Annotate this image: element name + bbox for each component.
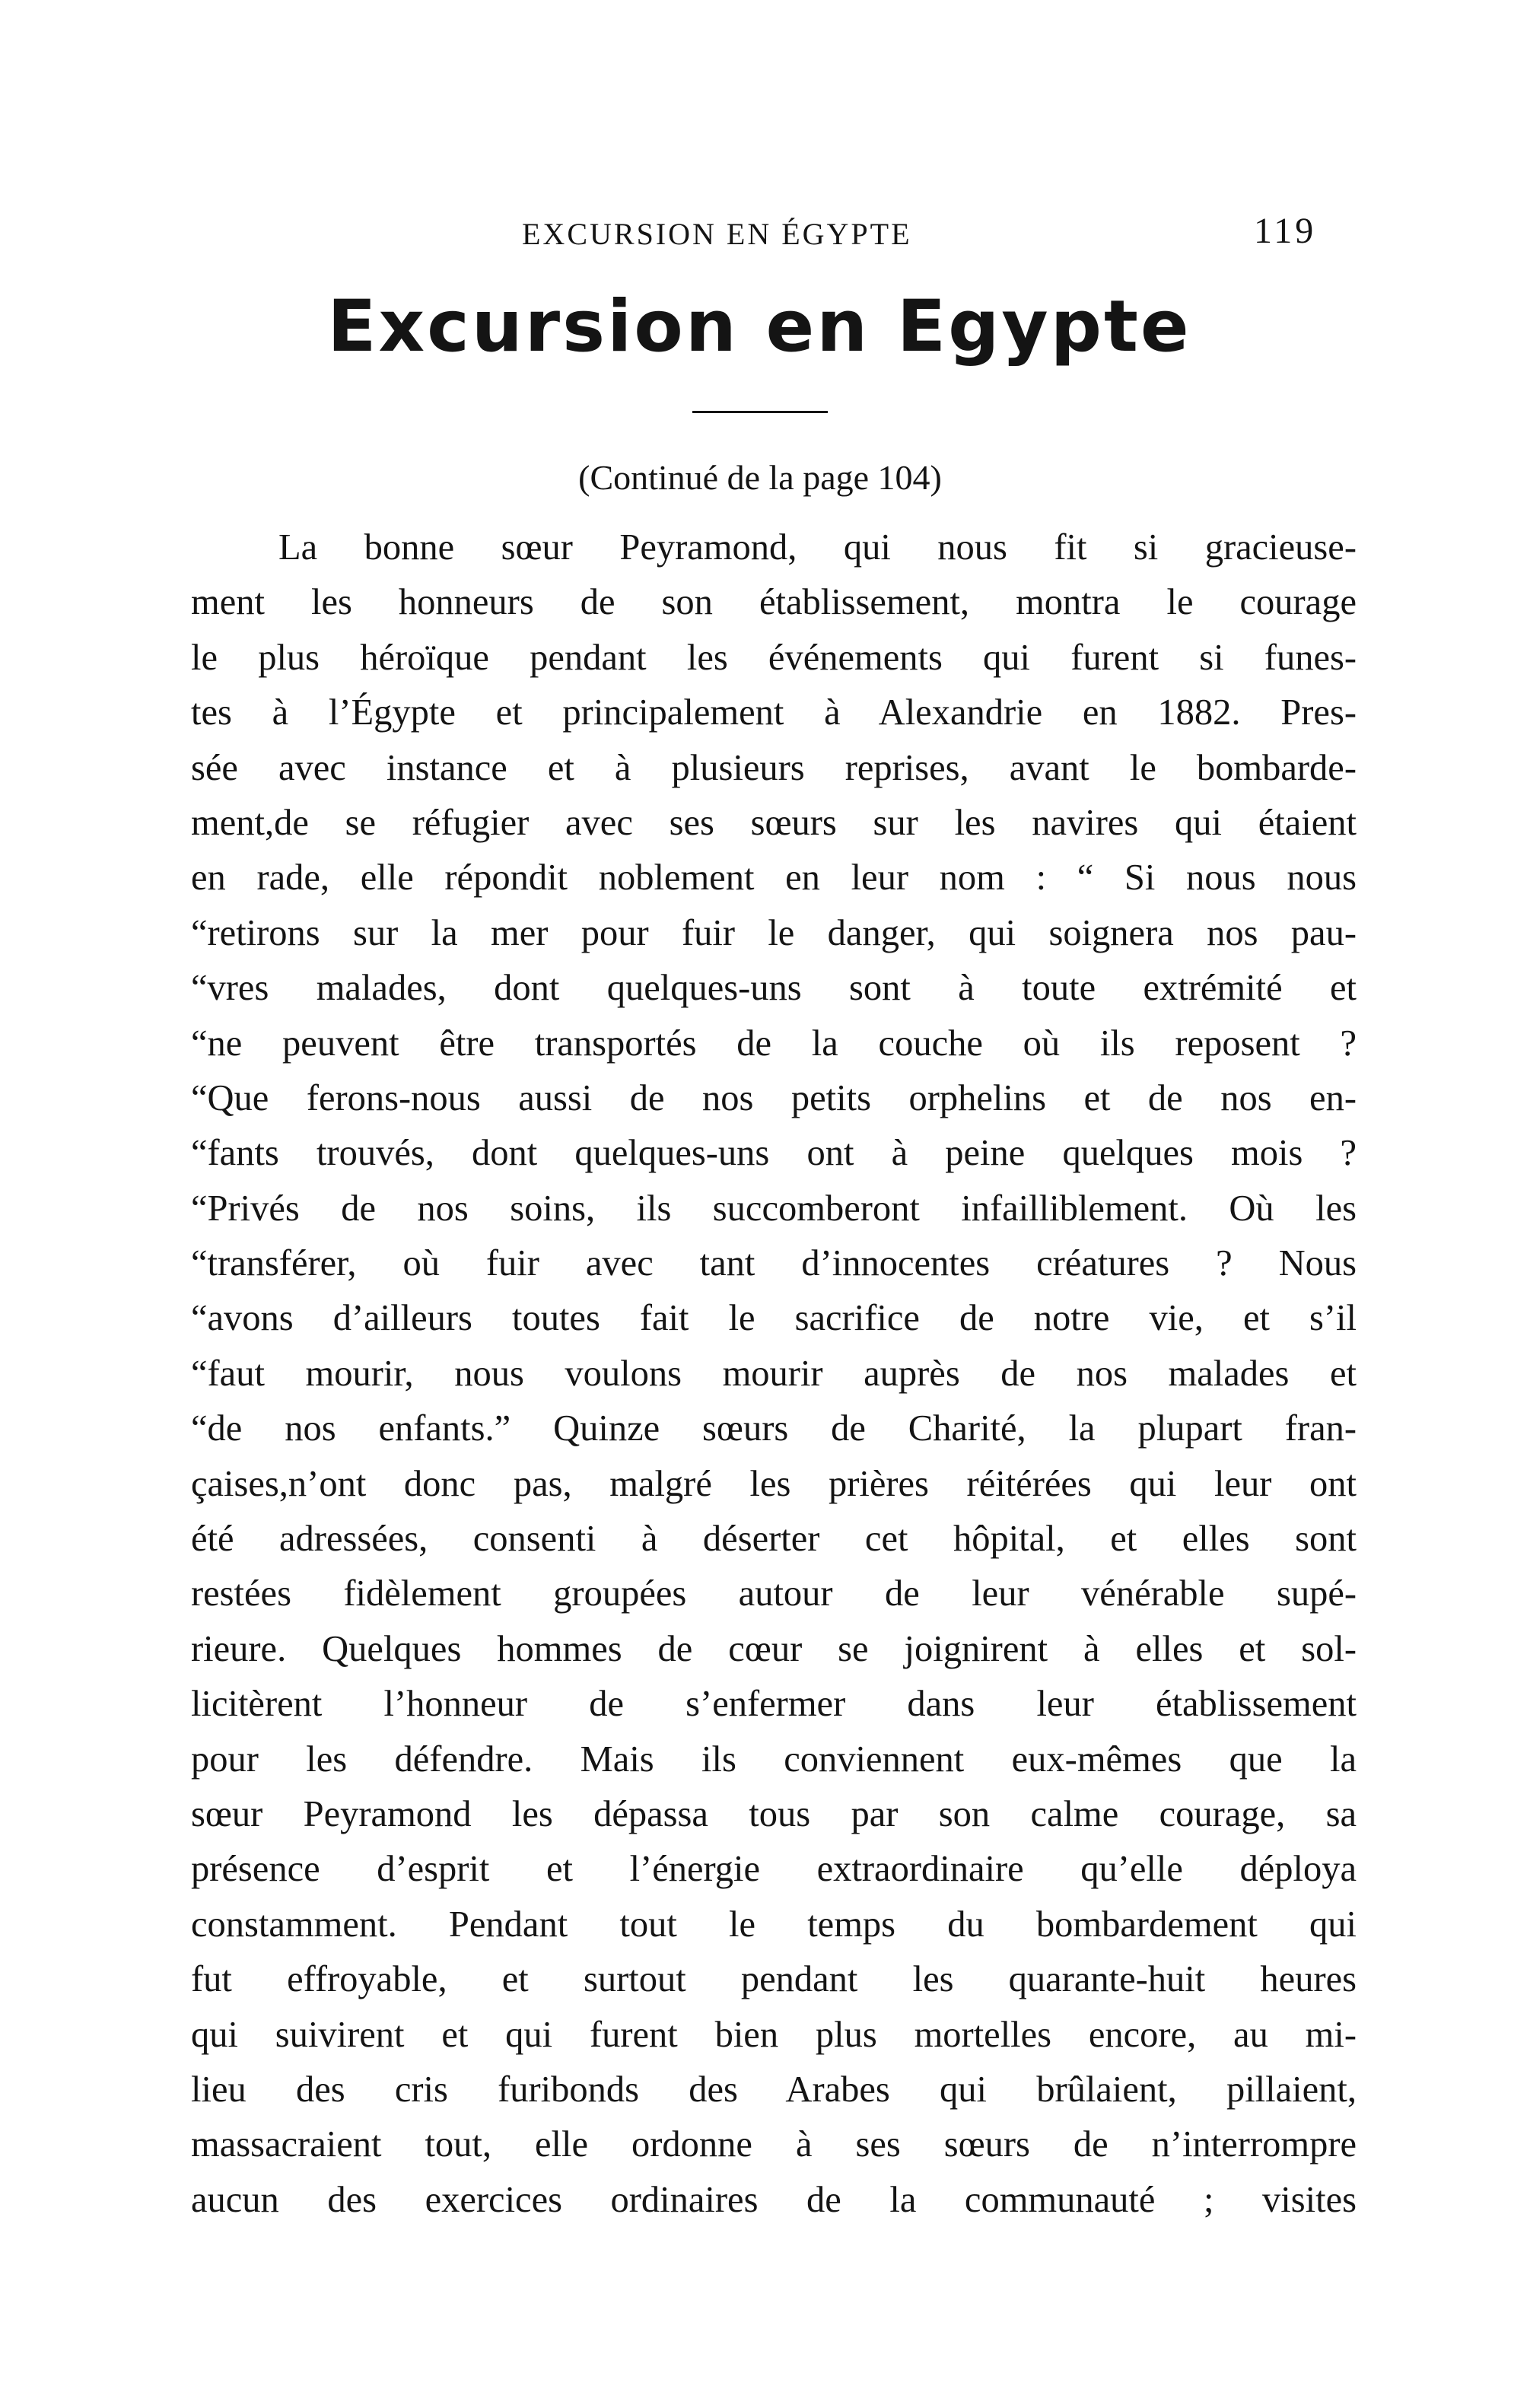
text-line: “vres malades, dont quelques-uns sont à toute extrémité et <box>191 968 1357 1009</box>
text-line: “ne peuvent être transportés de la couche où ils reposent ? <box>191 1023 1357 1064</box>
text-line: tes à l’Égypte et principalement à Alexandrie en 1882. Pres- <box>191 692 1357 733</box>
text-line: “avons d’ailleurs toutes fait le sacrifice de notre vie, et s’il <box>191 1298 1357 1339</box>
text-line: “Privés de nos soins, ils succomberont infailliblement. Où les <box>191 1188 1357 1229</box>
text-line: massacraient tout, elle ordonne à ses sœurs de n’interrompre <box>191 2124 1357 2165</box>
text-line: “Que ferons-nous aussi de nos petits orphelins et de nos en- <box>191 1077 1357 1118</box>
continuation-note: (Continué de la page 104) <box>578 458 942 497</box>
text-line: en rade, elle répondit noblement en leur nom : “ Si nous nous <box>191 857 1357 899</box>
running-head-title: EXCURSION EN ÉGYPTE <box>522 217 912 251</box>
page-number: 119 <box>1254 211 1317 251</box>
text-line: été adressées, consenti à déserter cet hôpital, et elles sont <box>191 1519 1357 1560</box>
text-line: “de nos enfants.” Quinze sœurs de Charité, la plupart fran- <box>191 1408 1357 1449</box>
text-line: “retirons sur la mer pour fuir le danger, qui soignera nos pau- <box>191 912 1357 953</box>
text-line: restées fidèlement groupées autour de leur vénérable supé- <box>191 1573 1357 1614</box>
text-line: constamment. Pendant tout le temps du bombardement qui <box>191 1904 1357 1945</box>
text-line: pour les défendre. Mais ils conviennent eux-mêmes que la <box>191 1738 1357 1780</box>
text-line: sœur Peyramond les dépassa tous par son calme courage, sa <box>191 1793 1357 1834</box>
text-line: fut effroyable, et surtout pendant les quarante-huit heures <box>191 1959 1357 2000</box>
article-title: Excursion en Egypte <box>327 285 1191 368</box>
text-line: “faut mourir, nous voulons mourir auprès de nos malades et <box>191 1353 1357 1394</box>
text-line: le plus héroïque pendant les événements qui furent si funes- <box>191 637 1357 678</box>
text-line: licitèrent l’honneur de s’enfermer dans leur établissement <box>191 1684 1357 1725</box>
text-line: çaises,n’ont donc pas, malgré les prières réitérées qui leur ont <box>191 1463 1357 1504</box>
text-line: La bonne sœur Peyramond, qui nous fit si gracieuse- <box>278 527 1357 568</box>
text-line: ment,de se réfugier avec ses sœurs sur les navires qui étaient <box>191 802 1357 843</box>
text-line: “fants trouvés, dont quelques-uns ont à peine quelques mois ? <box>191 1133 1357 1174</box>
body-paragraph <box>191 520 1357 2228</box>
text-line: aucun des exercices ordinaires de la communauté ; visites <box>191 2179 1357 2220</box>
text-line: rieure. Quelques hommes de cœur se joignirent à elles et sol- <box>191 1628 1357 1669</box>
text-line: présence d’esprit et l’énergie extraordinaire qu’elle déploya <box>191 1849 1357 1890</box>
text-line: “transférer, où fuir avec tant d’innocentes créatures ? Nous <box>191 1243 1357 1284</box>
text-line: sée avec instance et à plusieurs reprises, avant le bombarde- <box>191 747 1357 788</box>
text-line: ment les honneurs de son établissement, montra le courage <box>191 582 1357 623</box>
text-line: qui suivirent et qui furent bien plus mortelles encore, au mi- <box>191 2014 1357 2055</box>
title-rule <box>692 411 828 413</box>
text-line: lieu des cris furibonds des Arabes qui brûlaient, pillaient, <box>191 2069 1357 2110</box>
